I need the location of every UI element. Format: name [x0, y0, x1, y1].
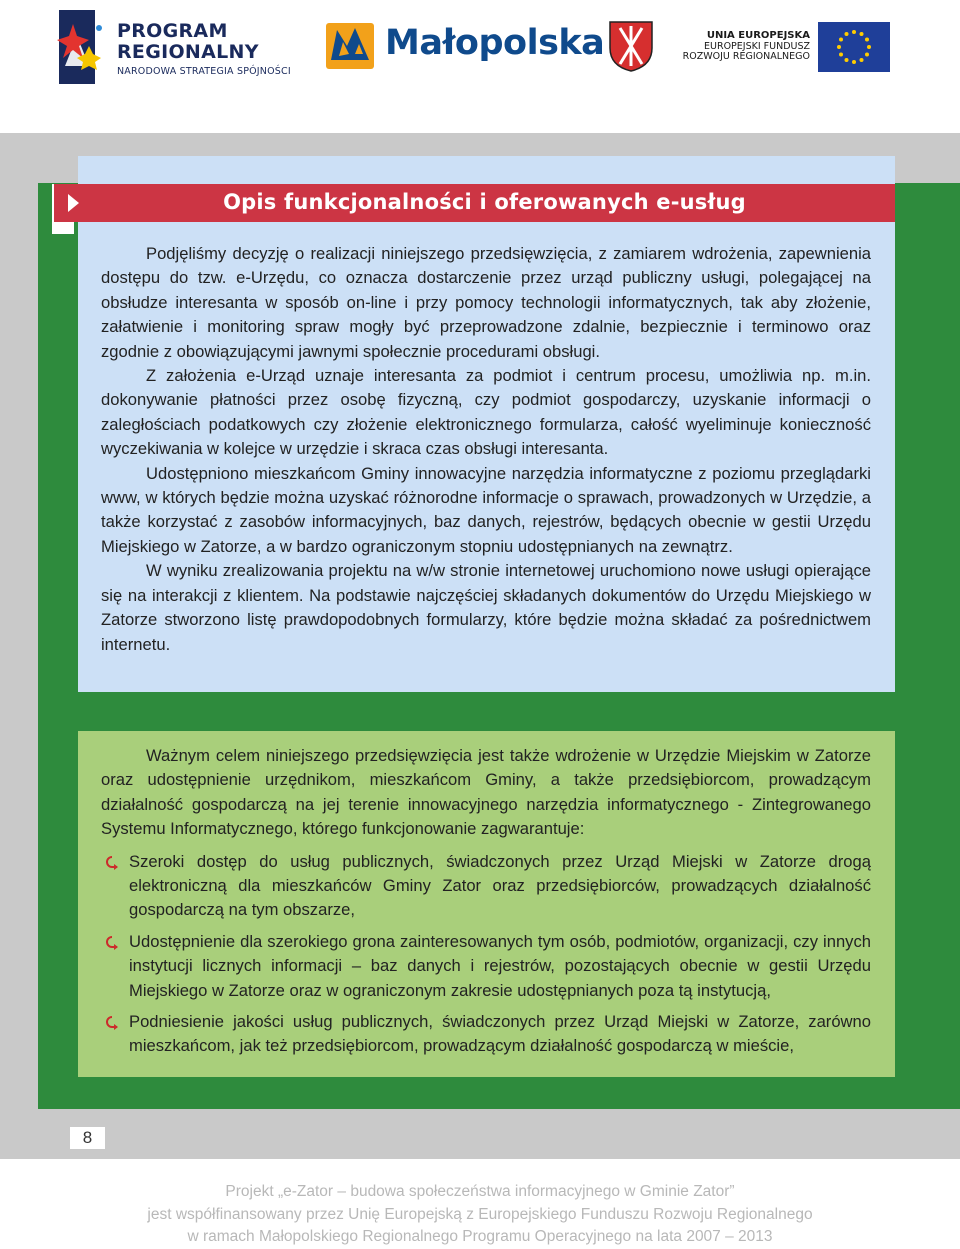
footer-line: w ramach Małopolskiego Regionalnego Programu Operacyjnego na lata 2007 – 2013 [187, 1228, 773, 1245]
list-item [101, 930, 871, 1003]
eu-star-icon [865, 38, 869, 42]
goals-intro: Ważnym celem niniejszego przedsięwzięcia jest także wdrożenie w Urzędzie Miejskim w Zatorze oraz udostępnienie urzędnikom, mieszkańcom Gminy, a także przedsiębiorcom, prowadzącym działalność gospodarczą na jej terenie innowacyjnego narzędzia informatycznego - Zintegrowanego Systemu Informatycznego, którego funkcjonowanie zagwarantuje: [101, 746, 871, 839]
malopolska-wordmark: Małopolska [385, 23, 605, 63]
page-header [0, 0, 960, 110]
description-paragraph: Podjęliśmy decyzję o realizacji niniejszego przedsięwzięcia, z zamiarem wdrożenia, zapewnienia dostępu do tzw. e-Urzędu, co oznacza dostarczenie przez urząd publiczny usługi, polegającej na obsłudze interesanta w sposób on-line i przy pomocy technologii informatycznych, tak aby złożenie, załatwienie i monitoring spraw mogły być przeprowadzone zdalnie, bezpiecznie i terminowo oraz zgodnie z obowiązującymi jawnymi społecznie procedurami obsługi. [101, 244, 871, 361]
section-banner [54, 184, 895, 222]
eu-flag-icon [818, 22, 890, 72]
description-paragraph: Udostępniono mieszkańcom Gminy innowacyjne narzędzia informatyczne z poziomu przeglądarki www, w których będzie można uzyskać różnorodne informacje o sprawach, prowadzonych w Urzędzie, a także korzystać z zasobów informacyjnych, baz danych, rejestrów, będących obecnie w gestii Urzędu Miejskiego w Zatorze, a w bardzo ograniczonym stopniu udostępnianych na zewnątrz. [101, 463, 871, 556]
eu-star-icon [860, 58, 864, 62]
footer-line: Projekt „e-Zator – budowa społeczeństwa informacyjnego w Gminie Zator” [225, 1183, 735, 1200]
program-regionalny-logo [55, 6, 295, 86]
footer-line: jest współfinansowany przez Unię Europejską z Europejskiego Funduszu Rozwoju Regionalnego [147, 1205, 813, 1223]
eu-star-icon [839, 53, 843, 57]
program-regionalny-text [117, 22, 291, 77]
description-paragraph: W wyniku zrealizowania projektu na w/w stronie internetowej uruchomiono nowe usługi opierające się na interakcji z klientem. Na podstawie najczęściej składanych dokumentów do Urzędu Miejskiego w Zatorze stworzono listę prawdopodobnych formularzy, które będzie można składać za pośrednictwem internetu. [101, 561, 871, 654]
list-item-text: Szeroki dostęp do usług publicznych, świadczonych przez Urząd Miejski w Zatorze drogą elektroniczną dla mieszkańców Gminy Zator oraz przedsiębiorców, prowadzących działalność gospodarczą na tym obszarze, [129, 851, 871, 920]
program-logo-line3: NARODOWA STRATEGIA SPÓJNOŚCI [117, 66, 291, 77]
goals-list [101, 850, 871, 1059]
arrow-return-icon [103, 854, 119, 870]
list-item [101, 1010, 871, 1059]
goals-text [101, 744, 871, 1066]
malopolska-emblem-icon [325, 20, 377, 72]
page-footer [0, 1181, 960, 1249]
eu-star-icon [852, 30, 856, 34]
program-logo-line2: REGIONALNY [117, 41, 259, 63]
eu-star-icon [867, 45, 871, 49]
description-paragraph: Z założenia e-Urząd uznaje interesanta za podmiot i centrum procesu, umożliwia np. m.in. dokonywanie płatności przez osobę fizyczną, czy podmiot gospodarczy, uzyskanie informacji o zaległościach podatkowych czy złożenie elektronicznego formularza, całość wyeliminuje konieczność wyczekiwania w kolejce w urzędzie i skraca czas obsługi interesanta. [101, 366, 871, 459]
eu-line2: EUROPEJSKI FUNDUSZ [704, 40, 810, 52]
list-item [101, 850, 871, 923]
arrow-return-icon [103, 934, 119, 950]
arrow-return-icon [103, 1014, 119, 1030]
eu-line1: UNIA EUROPEJSKA [706, 30, 810, 41]
zator-crest-icon [608, 20, 654, 72]
page-number: 8 [70, 1127, 105, 1149]
section-title: Opis funkcjonalności i oferowanych e-usług [223, 190, 746, 214]
eu-star-icon [865, 53, 869, 57]
list-item-text: Udostępnienie dla szerokiego grona zainteresowanych tym osób, podmiotów, organizacji, czy innych instytucji licznych informacji – baz danych i rejestrów, pozostających obecnie w gestii Urzędu Miejskiego w Zatorze oraz w ograniczonym zakresie udostępnianych poza tą instytucją, [129, 931, 871, 1000]
eu-star-icon [837, 45, 841, 49]
eu-star-icon [860, 32, 864, 36]
eu-line3: ROZWOJU REGIONALNEGO [682, 51, 810, 63]
program-logo-line1: PROGRAM [117, 20, 228, 42]
list-item-text: Podniesienie jakości usług publicznych, świadczonych przez Urząd Miejski w Zatorze, zarówno mieszkańcom, jak też przedsiębiorcom, prowadzącym działalność gospodarczą w mieście, [129, 1012, 871, 1056]
eu-star-icon [845, 32, 849, 36]
eu-star-icon [845, 58, 849, 62]
eu-star-icon [852, 60, 856, 64]
eu-star-icon [839, 38, 843, 42]
description-text [101, 242, 871, 657]
program-regionalny-emblem-icon [55, 6, 115, 86]
eu-logo-text [680, 30, 810, 63]
